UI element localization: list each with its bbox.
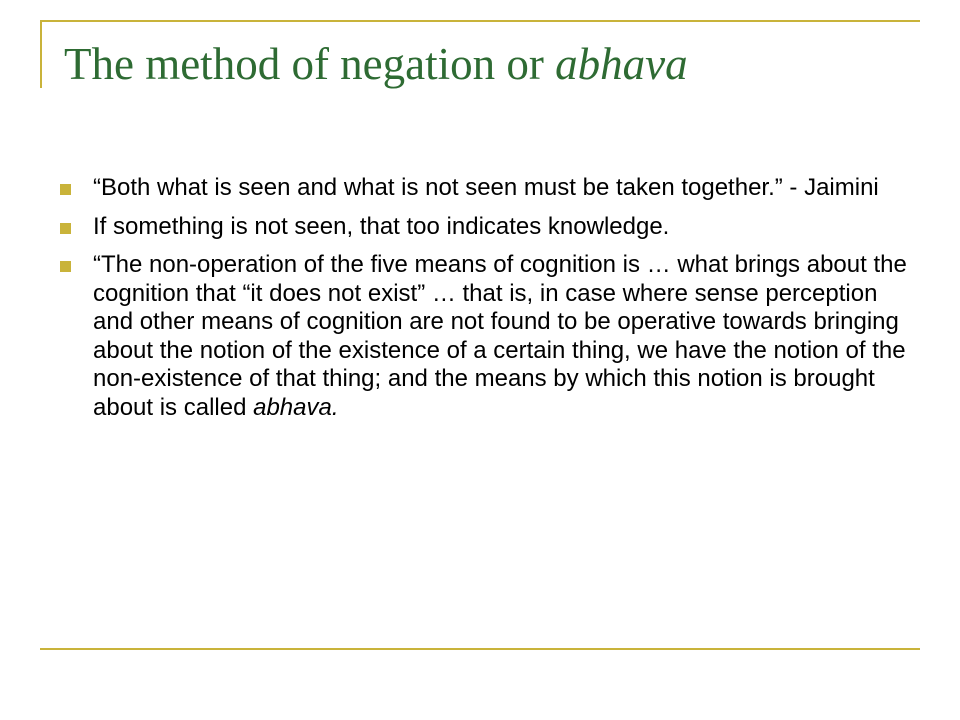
square-bullet-icon bbox=[60, 184, 71, 195]
top-rule-vertical bbox=[40, 20, 42, 88]
bullet-emphasis: abhava. bbox=[253, 393, 339, 421]
bullet-item bbox=[60, 213, 912, 242]
slide-title bbox=[64, 36, 688, 92]
bullet-list bbox=[60, 174, 912, 432]
bottom-rule bbox=[40, 648, 920, 650]
bullet-item bbox=[60, 174, 912, 203]
bullet-text: “The non-operation of the five means of cognition is … what brings about the cognition that “it does not exist” … that is, in case where sense perception and other means of cognition are not found to be operative towards bringing about the notion of the existence of a certain thing, we have the notion of the non-existence of that thing; and the means by which this notion is brought about is called bbox=[93, 251, 907, 421]
bullet-text: If something is not seen, that too indicates knowledge. bbox=[93, 212, 670, 240]
slide-title-emphasis: abhava bbox=[555, 39, 688, 89]
square-bullet-icon bbox=[60, 223, 71, 234]
bullet-text: “Both what is seen and what is not seen must be taken together.” - Jaimini bbox=[93, 174, 879, 201]
top-rule-horizontal bbox=[40, 20, 920, 22]
slide-title-main: The method of negation or bbox=[64, 39, 556, 89]
bullet-item bbox=[60, 251, 912, 422]
square-bullet-icon bbox=[60, 261, 71, 272]
